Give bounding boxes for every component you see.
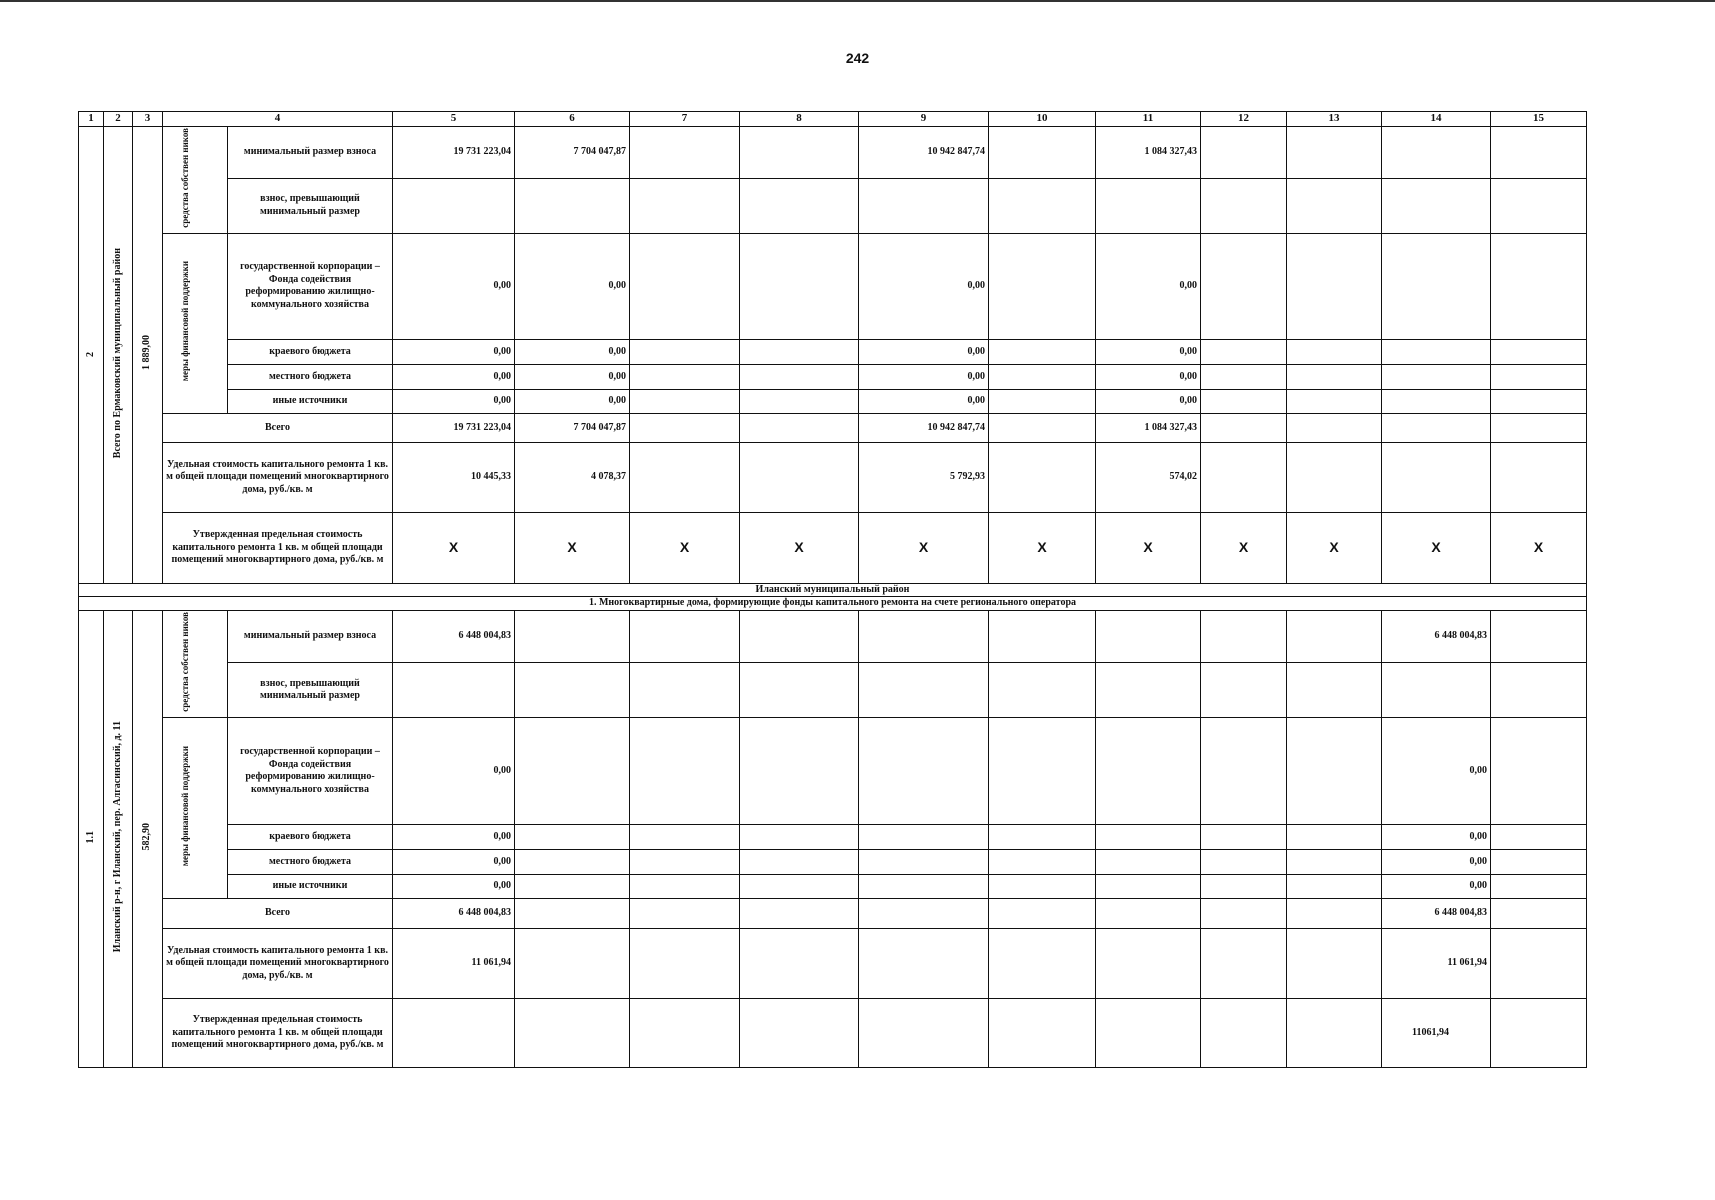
- b1-limit-c15: X: [1491, 512, 1587, 583]
- b2-support-group: [163, 718, 228, 899]
- b2-area-cell: [133, 610, 163, 1067]
- b1-limit-c12: X: [1201, 512, 1287, 583]
- scan-edge-line: [0, 0, 1715, 2]
- b1-fund-c11: 0,00: [1096, 233, 1201, 339]
- b2-owners-group: [163, 610, 228, 717]
- b2-row-unit: [79, 929, 1587, 999]
- b2-unit-c5: 11 061,94: [393, 929, 515, 999]
- b1-row-unit: [79, 442, 1587, 512]
- b2-row-other: [79, 875, 1587, 899]
- b2-unit-label: Удельная стоимость капитального ремонта 1 кв. м общей площади помещений многоквартирного дома, руб./кв. м: [163, 929, 393, 999]
- b2-number: 1.1: [84, 830, 96, 844]
- b2-row-min: [79, 610, 1587, 662]
- col-header-9: 9: [859, 112, 989, 127]
- col-header-13: 13: [1287, 112, 1382, 127]
- b2-local-c5: 0,00: [393, 850, 515, 875]
- b1-local-label: местного бюджета: [228, 364, 393, 389]
- column-number-row: [79, 112, 1587, 127]
- b1-limit-c8: X: [740, 512, 859, 583]
- b1-limit-c5: X: [393, 512, 515, 583]
- b2-owners-label: средства собствен ников: [180, 611, 190, 712]
- b1-support-label: меры финансовой поддержки: [180, 261, 190, 382]
- b1-regional-c9: 0,00: [859, 339, 989, 364]
- b1-other-c11: 0,00: [1096, 389, 1201, 413]
- b2-unit-c14: 11 061,94: [1382, 929, 1491, 999]
- b2-regional-label: краевого бюджета: [228, 825, 393, 850]
- b1-row-local: [79, 364, 1587, 389]
- b1-min-c6: 7 704 047,87: [515, 126, 630, 178]
- b1-row-min: [79, 126, 1587, 178]
- col-header-2: 2: [104, 112, 133, 127]
- b1-row-regional: [79, 339, 1587, 364]
- b2-total-c14: 6 448 004,83: [1382, 899, 1491, 929]
- b1-row-other: [79, 389, 1587, 413]
- b1-regional-c5: 0,00: [393, 339, 515, 364]
- col-header-5: 5: [393, 112, 515, 127]
- b1-other-c9: 0,00: [859, 389, 989, 413]
- b1-limit-label: Утвержденная предельная стоимость капитального ремонта 1 кв. м общей площади помещений многоквартирного дома, руб./кв. м: [163, 512, 393, 583]
- district-title: Иланский муниципальный район: [79, 583, 1587, 597]
- b2-total-label: Всего: [163, 899, 393, 929]
- page-number: 242: [845, 50, 870, 66]
- b1-local-c6: 0,00: [515, 364, 630, 389]
- b1-total-label: Всего: [163, 413, 393, 442]
- b1-support-group: [163, 233, 228, 413]
- b2-fund-c14: 0,00: [1382, 718, 1491, 825]
- b1-limit-c10: X: [989, 512, 1096, 583]
- b1-local-c11: 0,00: [1096, 364, 1201, 389]
- b2-limit-c14: 11061,94: [1382, 999, 1491, 1068]
- b1-unit-label: Удельная стоимость капитального ремонта 1 кв. м общей площади помещений многоквартирного дома, руб./кв. м: [163, 442, 393, 512]
- b2-row-fund: [79, 718, 1587, 825]
- b1-limit-c6: X: [515, 512, 630, 583]
- b2-limit-label: Утвержденная предельная стоимость капитального ремонта 1 кв. м общей площади помещений многоквартирного дома, руб./кв. м: [163, 999, 393, 1068]
- b1-min-c9: 10 942 847,74: [859, 126, 989, 178]
- col-header-10: 10: [989, 112, 1096, 127]
- b1-district-cell: [104, 126, 133, 583]
- b1-total-c6: 7 704 047,87: [515, 413, 630, 442]
- b2-local-label: местного бюджета: [228, 850, 393, 875]
- b2-row-excess: [79, 662, 1587, 717]
- b1-regional-c6: 0,00: [515, 339, 630, 364]
- b1-min-c5: 19 731 223,04: [393, 126, 515, 178]
- b1-fund-c5: 0,00: [393, 233, 515, 339]
- col-header-11: 11: [1096, 112, 1201, 127]
- b1-regional-label: краевого бюджета: [228, 339, 393, 364]
- b2-number-cell: [79, 610, 104, 1067]
- b1-limit-c11: X: [1096, 512, 1201, 583]
- b1-local-c9: 0,00: [859, 364, 989, 389]
- b1-fund-c6: 0,00: [515, 233, 630, 339]
- b1-limit-c7: X: [630, 512, 740, 583]
- b2-min-label: минимальный размер взноса: [228, 610, 393, 662]
- b1-unit-c6: 4 078,37: [515, 442, 630, 512]
- b1-row-fund: [79, 233, 1587, 339]
- b1-limit-c13: X: [1287, 512, 1382, 583]
- b1-limit-c9: X: [859, 512, 989, 583]
- section-title-row: [79, 597, 1587, 611]
- col-header-7: 7: [630, 112, 740, 127]
- b1-regional-c11: 0,00: [1096, 339, 1201, 364]
- col-header-1: 1: [79, 112, 104, 127]
- capital-repair-table: [78, 111, 1587, 1068]
- b2-other-c14: 0,00: [1382, 875, 1491, 899]
- b1-area-cell: [133, 126, 163, 583]
- b2-row-total: [79, 899, 1587, 929]
- b1-row-total: [79, 413, 1587, 442]
- col-header-8: 8: [740, 112, 859, 127]
- b2-other-c5: 0,00: [393, 875, 515, 899]
- b2-fund-label: государственной корпорации – Фонда содействия реформированию жилищно-коммунального хозяйства: [228, 718, 393, 825]
- district-title-row: [79, 583, 1587, 597]
- b1-fund-c9: 0,00: [859, 233, 989, 339]
- section-title: 1. Многоквартирные дома, формирующие фонды капитального ремонта на счете регионального оператора: [79, 597, 1587, 611]
- b1-district-name: Всего по Ермаковский муниципальный район: [111, 247, 123, 458]
- b1-number: 2: [84, 351, 96, 357]
- b2-local-c14: 0,00: [1382, 850, 1491, 875]
- b2-regional-c5: 0,00: [393, 825, 515, 850]
- b1-other-label: иные источники: [228, 389, 393, 413]
- b2-address-cell: [104, 610, 133, 1067]
- b1-area: 1 889,00: [141, 335, 153, 371]
- col-header-14: 14: [1382, 112, 1491, 127]
- b2-row-regional: [79, 825, 1587, 850]
- b1-owners-label: средства собствен ников: [180, 127, 190, 228]
- b1-number-cell: [79, 126, 104, 583]
- b2-other-label: иные источники: [228, 875, 393, 899]
- b1-min-label: минимальный размер взноса: [228, 126, 393, 178]
- col-header-15: 15: [1491, 112, 1587, 127]
- b1-other-c6: 0,00: [515, 389, 630, 413]
- b2-regional-c14: 0,00: [1382, 825, 1491, 850]
- col-header-3: 3: [133, 112, 163, 127]
- b1-excess-label: взнос, превышающий минимальный размер: [228, 178, 393, 233]
- b1-row-limit: [79, 512, 1587, 583]
- b1-fund-label: государственной корпорации – Фонда содействия реформированию жилищно-коммунального хозяйства: [228, 233, 393, 339]
- b1-min-c11: 1 084 327,43: [1096, 126, 1201, 178]
- b2-support-label: меры финансовой поддержки: [180, 745, 190, 867]
- b2-area: 582,90: [141, 823, 153, 851]
- b1-unit-c11: 574,02: [1096, 442, 1201, 512]
- b1-other-c5: 0,00: [393, 389, 515, 413]
- b2-total-c5: 6 448 004,83: [393, 899, 515, 929]
- b2-address: Иланский р-н, г Иланский, пер. Алгасинский, д. 11: [111, 721, 123, 953]
- b2-fund-c5: 0,00: [393, 718, 515, 825]
- b1-total-c5: 19 731 223,04: [393, 413, 515, 442]
- b1-unit-c5: 10 445,33: [393, 442, 515, 512]
- b1-total-c9: 10 942 847,74: [859, 413, 989, 442]
- b1-unit-c9: 5 792,93: [859, 442, 989, 512]
- b2-row-local: [79, 850, 1587, 875]
- b2-row-limit: [79, 999, 1587, 1068]
- b1-limit-c14: X: [1382, 512, 1491, 583]
- b2-min-c5: 6 448 004,83: [393, 610, 515, 662]
- b2-min-c14: 6 448 004,83: [1382, 610, 1491, 662]
- b1-local-c5: 0,00: [393, 364, 515, 389]
- b1-owners-group: [163, 126, 228, 233]
- b2-excess-label: взнос, превышающий минимальный размер: [228, 662, 393, 717]
- b1-row-excess: [79, 178, 1587, 233]
- col-header-4: 4: [163, 112, 393, 127]
- b1-total-c11: 1 084 327,43: [1096, 413, 1201, 442]
- col-header-6: 6: [515, 112, 630, 127]
- col-header-12: 12: [1201, 112, 1287, 127]
